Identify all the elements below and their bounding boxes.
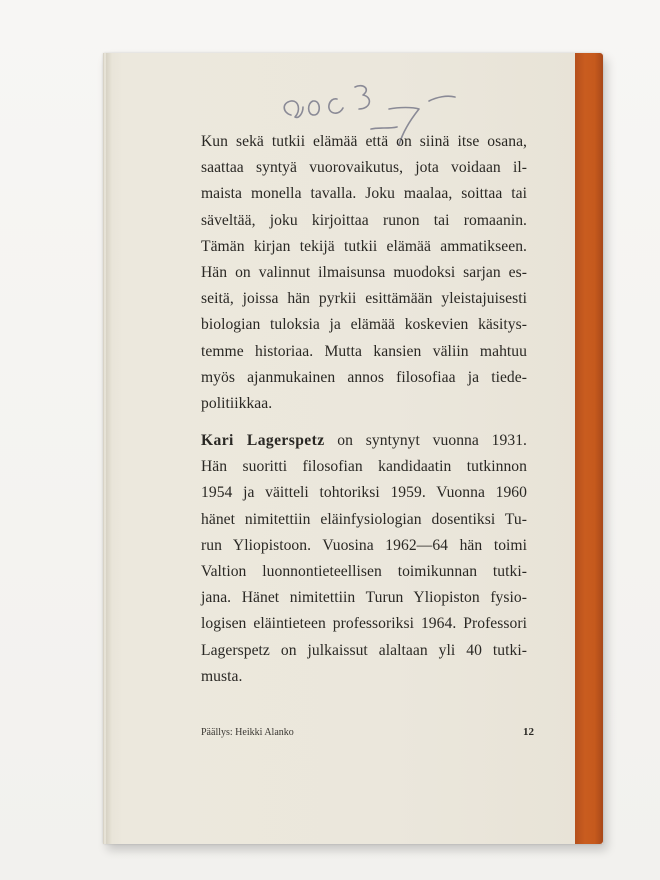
author-paragraph xyxy=(201,428,527,690)
text-line: Lagerspetz on julkaissut alaltaan yli 40 tutki- xyxy=(201,641,527,659)
text-line: temme historiaa. Mutta kansien väliin mahtuu xyxy=(201,342,527,360)
text-line: jana. Hänet nimitettiin Turun Yliopiston fysio- xyxy=(201,589,527,607)
book-spine xyxy=(575,53,603,844)
text-line: Hän on valinnut ilmaisunsa muodoksi sarjan es- xyxy=(201,264,527,282)
handwriting-stroke xyxy=(329,99,343,113)
description-paragraph xyxy=(201,129,527,417)
cover-paper xyxy=(103,53,576,844)
text-line: musta. xyxy=(201,667,243,685)
text-line: 1954 ja väitteli tohtoriksi 1959. Vuonna 1960 xyxy=(201,484,527,502)
text-line: seitä, joissa hän pyrkii esittämään yleistajuisesti xyxy=(201,290,527,308)
text-line: biologian tuloksia ja elämää koskevien käsitys- xyxy=(201,316,527,334)
author-first-line xyxy=(201,428,527,454)
price-code: 12 xyxy=(523,726,534,738)
text-line: Hän suoritti filosofian kandidaatin tutkinnon xyxy=(201,458,527,476)
text-line: maista monella tavalla. Joku maalaa, soittaa tai xyxy=(201,185,527,203)
text-line: run Yliopistoon. Vuosina 1962—64 hän toimi xyxy=(201,536,527,554)
text-line: Valtion luonnontieteellisen toimikunnan tutki- xyxy=(201,563,527,581)
text-line: säveltää, joku kirjoittaa runon tai romaanin. xyxy=(201,211,527,229)
book-back-cover xyxy=(103,53,603,844)
text-line: politiikkaa. xyxy=(201,395,273,413)
text-line: saattaa syntyä vuorovaikutus, jota voidaan il- xyxy=(201,159,527,177)
handwriting-stroke xyxy=(355,86,369,109)
text-line: hänet nimitettiin eläinfysiologian dosentiksi Tu- xyxy=(201,510,527,528)
text-line: myös ajanmukainen annos filosofiaa ja tiede- xyxy=(201,368,527,386)
text-line: Kun sekä tutkii elämää että on siinä itse osana, xyxy=(201,133,527,150)
author-name: Kari Lagerspetz xyxy=(201,432,325,449)
text-line: logisen eläintieteen professoriksi 1964. Professori xyxy=(201,615,527,633)
cover-left-edge xyxy=(106,53,112,844)
handwriting-stroke xyxy=(429,96,455,101)
author-first-line-rest: on syntynyt vuonna 1931. xyxy=(324,432,527,449)
cover-credit: Päällys: Heikki Alanko xyxy=(201,727,294,738)
handwriting-stroke xyxy=(284,101,303,117)
handwriting-stroke xyxy=(309,101,320,115)
text-line: Tämän kirjan tekijä tutkii elämää ammatikseen. xyxy=(201,237,527,255)
